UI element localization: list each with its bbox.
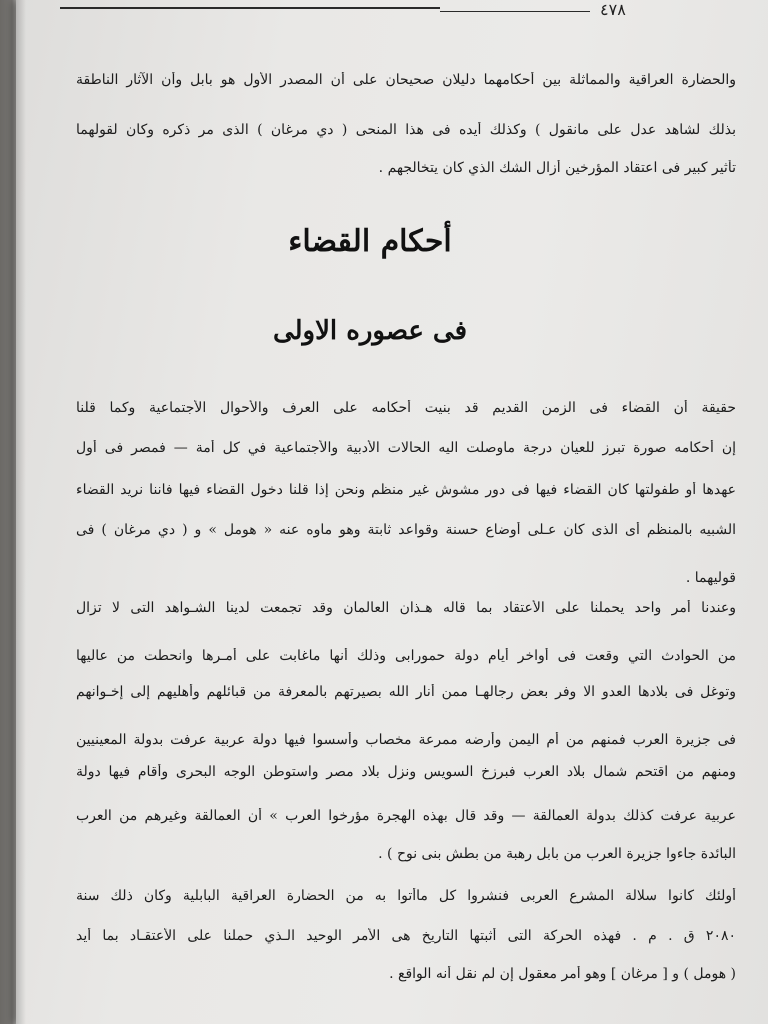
paragraph-line: ومنهم من اقتحم شمال بلاد العرب فبرزخ السويس ونزل بلاد مصر واستوطن الوجه البحرى وأقام فيها دولة (76, 764, 736, 780)
section-subtitle: فى عصوره الاولى (272, 316, 468, 346)
paragraph-line: ( هومل ) و [ مرغان ] وهو أمر معقول إن لم نقل أنه الواقع . (389, 966, 736, 982)
body-text (36, 0, 736, 1024)
intro-line: بذلك لشاهد عدل على مانقول ) وكذلك أيده فى هذا المنحى ( دي مرغان ) الذى مر ذكره وكان لقولهما (76, 122, 736, 138)
paragraph-line: عهدها أو طفولتها كان القضاء فيها فى دور مشوش غير منظم ونحن إذا قلنا دخول القضاء فيها فاننا نريد القضاء (76, 482, 736, 498)
paragraph-line: أولئك كانوا سلالة المشرع العربى فنشروا كل ماأتوا به من الحضارة العراقية البابلية وكان ذلك سنة (76, 888, 736, 904)
section-title: أحكام القضاء (288, 224, 452, 259)
paragraph-line: إن أحكامه صورة تبرز للعيان درجة ماوصلت اليه الحالات الأدبية والأجتماعية في كل أمة — فمصر فى أول (76, 440, 736, 456)
paragraph-line: فى جزيرة العرب فمنهم من أم اليمن وأرضه ممرعة مخصاب وأسسوا فيها دولة عربية عرفت بدولة المعينيين (76, 732, 736, 748)
paragraph-line: وتوغل فى بلادها العدو الا وفر بعض رجالهـا ممن أنار الله بصيرتهم بالمعرفة من قبائلهم وأهليهم إلى إخـوانهم (76, 684, 736, 700)
intro-line: والحضارة العراقية والمماثلة بين أحكامهما دليلان صحيحان على أن المصدر الأول هو بابل وأن الآثار الناطقة (76, 72, 736, 88)
intro-line: تأثير كبير فى اعتقاد المؤرخين أزال الشك الذي كان يتخالجهم . (378, 160, 736, 176)
page-number: ٤٧٨ (600, 0, 626, 19)
page-edge-shadow (16, 0, 26, 1024)
paragraph-line: قوليهما . (685, 570, 736, 586)
paragraph-line: عربية عرفت كذلك بدولة العمالقة — وقد قال بهذه الهجرة مؤرخوا العرب » أن العمالقة وغيرهم من العرب (76, 808, 736, 824)
paragraph-line: حقيقة أن القضاء فى الزمن القديم قد بنيت أحكامه على العرف والأحوال الأجتماعية وكما قلنا (76, 400, 736, 416)
paragraph-line: الشبيه بالمنظم أى الذى كان عـلى أوضاع حسنة وقواعد ثابتة وهو ماوه عنه « هومل » و ( دي مرغان ) فى (76, 522, 736, 538)
paragraph-line: البائدة جاءوا جزيرة العرب من بابل رهبة من بطش بنى نوح ) . (378, 846, 736, 862)
paragraph-line: ٢٠٨٠ ق . م . فهذه الحركة التى أثبتها التاريخ هى الأمر الوحيد الـذي حملنا على الأعتقـاد بما أيد (76, 928, 736, 944)
paragraph-line: وعندنا أمر واحد يحملنا على الأعتقاد بما قاله هـذان العالمان وقد تجمعت لدينا الشـواهد التى لا تزال (76, 600, 736, 616)
paragraph-line: من الحوادث التي وقعت فى أواخر أيام دولة حمورابى وذلك أنها ماغابت على أمـرها وانحطت من عاليها (76, 648, 736, 664)
